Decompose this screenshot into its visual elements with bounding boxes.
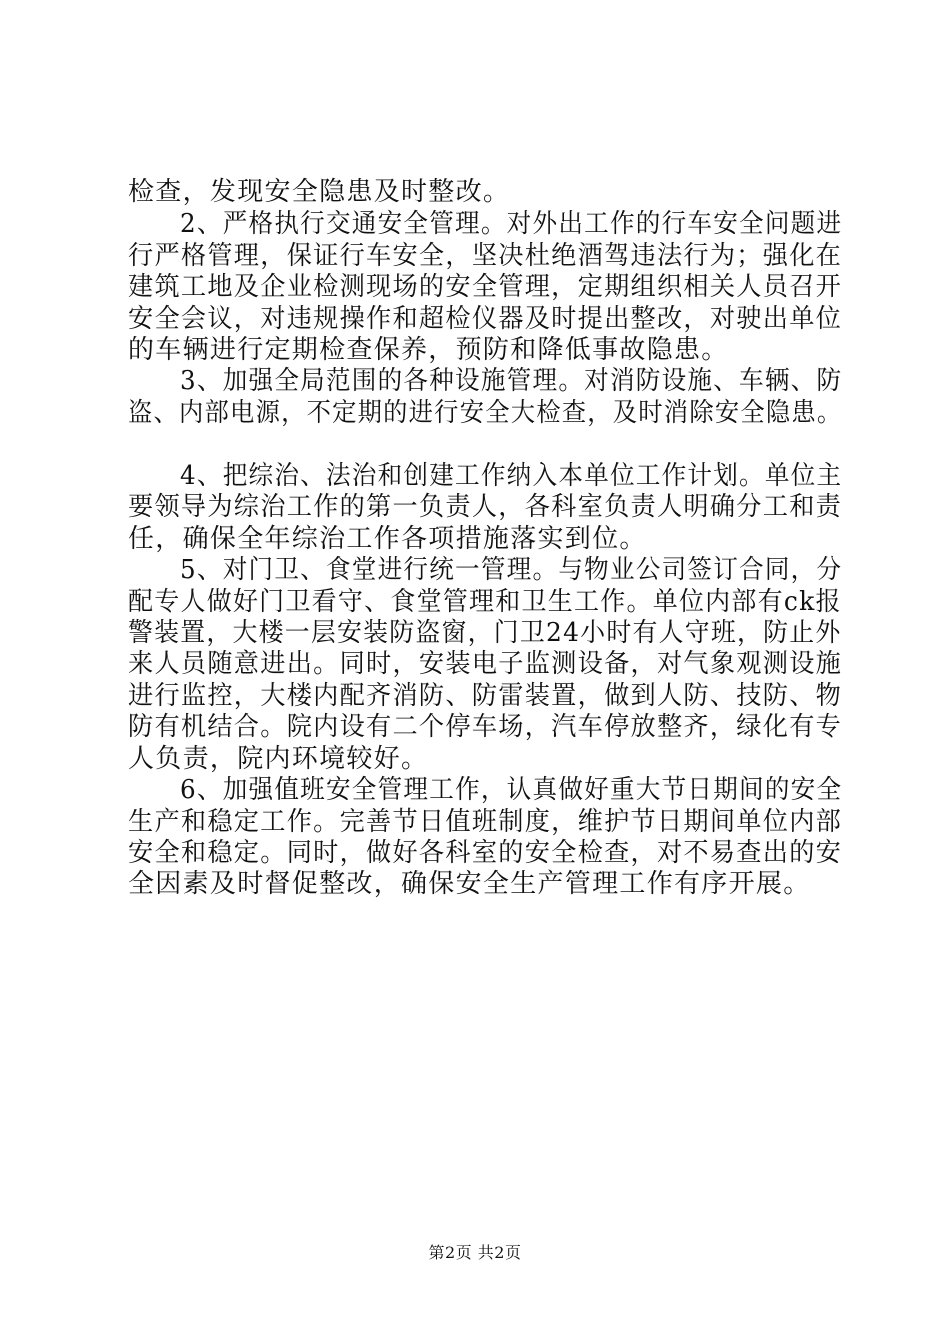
text-line: 安全会议，对违规操作和超检仪器及时提出整改，对驶出单位 — [128, 304, 843, 334]
text-line: 生产和稳定工作。完善节日值班制度，维护节日期间单位内部 — [128, 807, 843, 837]
text-line: 配专人做好门卫看守、食堂管理和卫生工作。单位内部有ck报 — [128, 587, 842, 617]
text-line: 3、加强全局范围的各种设施管理。对消防设施、车辆、防 — [180, 366, 843, 396]
text-line: 5、对门卫、食堂进行统一管理。与物业公司签订合同，分 — [180, 555, 843, 585]
page-footer: 第2页 共2页 — [428, 1243, 522, 1262]
text-line: 防有机结合。院内设有二个停车场，汽车停放整齐，绿化有专 — [128, 712, 843, 742]
text-line: 任，确保全年综治工作各项措施落实到位。 — [128, 524, 647, 554]
text-line: 的车辆进行定期检查保养，预防和降低事故隐患。 — [128, 335, 729, 365]
text-line: 建筑工地及企业检测现场的安全管理，定期组织相关人员召开 — [128, 272, 843, 302]
text-line: 进行监控，大楼内配齐消防、防雷装置，做到人防、技防、物 — [128, 681, 843, 711]
text-line: 要领导为综治工作的第一负责人，各科室负责人明确分工和责 — [128, 492, 843, 522]
text-line: 盗、内部电源，不定期的进行安全大检查，及时消除安全隐患。 — [128, 398, 843, 428]
text-line: 4、把综治、法治和创建工作纳入本单位工作计划。单位主 — [180, 461, 843, 491]
text-line: 6、加强值班安全管理工作，认真做好重大节日期间的安全 — [180, 775, 843, 805]
text-line: 警装置，大楼一层安装防盗窗，门卫24小时有人守班，防止外 — [128, 618, 842, 648]
text-line: 2、严格执行交通安全管理。对外出工作的行车安全问题进 — [180, 209, 843, 239]
text-line: 检查，发现安全隐患及时整改。 — [128, 177, 511, 207]
text-line: 全因素及时督促整改，确保安全生产管理工作有序开展。 — [128, 869, 811, 899]
text-line: 人负责，院内环境较好。 — [128, 744, 429, 774]
text-line: 行严格管理，保证行车安全，坚决杜绝酒驾违法行为；强化在 — [128, 241, 843, 271]
text-line: 安全和稳定。同时，做好各科室的安全检查，对不易查出的安 — [128, 838, 843, 868]
text-line: 来人员随意进出。同时，安装电子监测设备，对气象观测设施 — [128, 649, 843, 679]
